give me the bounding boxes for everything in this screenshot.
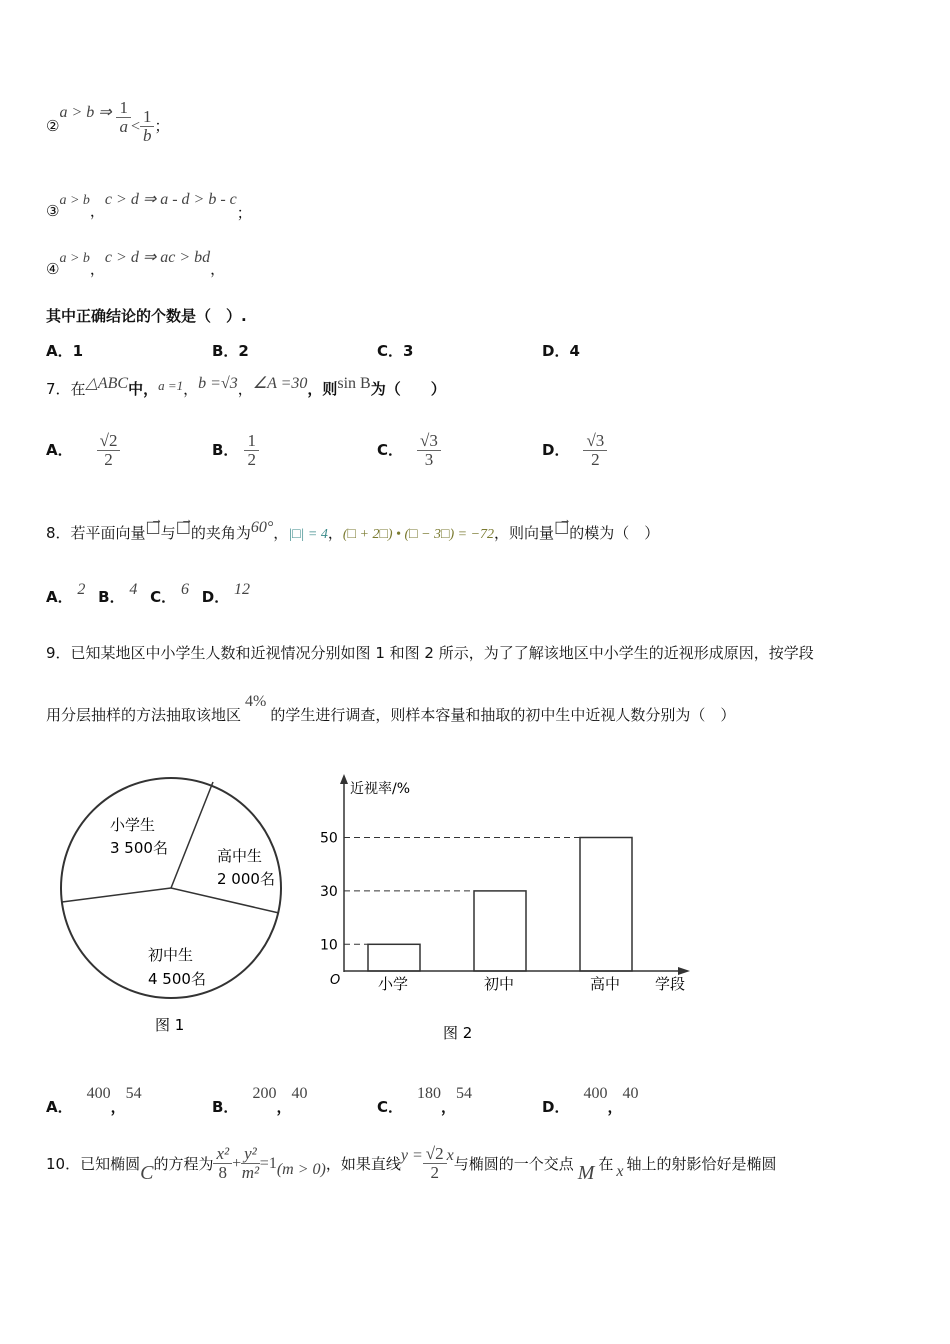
denominator: 2 xyxy=(430,1163,439,1182)
label: C． xyxy=(150,588,177,606)
option-d[interactable] xyxy=(542,432,607,469)
question-7 xyxy=(46,375,446,399)
x-tick-label: 初中 xyxy=(484,975,515,993)
formula: 4% xyxy=(245,693,267,710)
value: 4 xyxy=(129,581,138,598)
fraction xyxy=(417,432,441,469)
denominator: 2 xyxy=(104,450,113,469)
question-10 xyxy=(46,1145,777,1182)
option-a[interactable]: A．1 xyxy=(46,342,84,360)
pie-divider xyxy=(62,888,171,902)
text: 的学生进行调查，则样本容量和抽取的初中生中近视人数分别为（ ） xyxy=(270,706,736,724)
numerator: √2 xyxy=(423,1145,447,1164)
text: 8．若平面向量 xyxy=(46,524,146,542)
option-d[interactable] xyxy=(201,581,250,606)
text: 的夹角为 xyxy=(190,524,251,542)
text: ，如果直线 xyxy=(325,1155,401,1173)
formula: y = xyxy=(400,1146,423,1164)
less-than: < xyxy=(130,118,140,135)
option-d[interactable]: D．4 xyxy=(542,342,580,360)
fraction xyxy=(244,432,259,469)
text: 与椭圆的一个交点 xyxy=(453,1155,574,1173)
denominator: 8 xyxy=(218,1163,228,1182)
statement-4 xyxy=(46,246,226,278)
fraction xyxy=(583,432,607,469)
formula: (m > 0) xyxy=(276,1160,326,1178)
numerator: x² xyxy=(213,1145,232,1164)
numerator: 1 xyxy=(244,432,259,451)
pie-divider xyxy=(171,888,279,913)
text: ， xyxy=(273,524,289,542)
punct: ； xyxy=(236,204,252,222)
fraction xyxy=(423,1145,447,1182)
statement-2 xyxy=(46,98,170,145)
denominator: a xyxy=(119,117,128,136)
fraction xyxy=(241,1145,260,1182)
fraction xyxy=(213,1145,232,1182)
value: 200 xyxy=(252,1085,277,1102)
y-tick-label: 30 xyxy=(320,883,338,900)
figure-caption: 图 1 xyxy=(155,1016,185,1034)
question-9-line1: 9．已知某地区中小学生人数和近视情况分别如图 1 和图 2 所示，为了了解该地区中小学生的近视形成原因，按学段 xyxy=(46,644,814,662)
label: A． xyxy=(46,1098,73,1116)
formula: a > b xyxy=(59,251,90,266)
label: D． xyxy=(201,588,230,606)
figure-caption: 图 2 xyxy=(443,1024,473,1042)
label: C． xyxy=(377,441,404,459)
numerator: y² xyxy=(241,1145,260,1164)
option-a[interactable]: A．400，54 xyxy=(46,1085,142,1116)
x-tick-label: 小学 xyxy=(378,975,409,993)
value: 400 xyxy=(583,1085,608,1102)
formula: C xyxy=(140,1162,154,1184)
value: 12 xyxy=(233,581,250,598)
text: 为（ ） xyxy=(370,380,446,398)
q8-options xyxy=(46,581,250,607)
formula: a =1 xyxy=(158,378,184,393)
label: B． xyxy=(98,588,125,606)
text: 用分层抽样的方法抽取该地区 xyxy=(46,706,242,724)
slice-value: 4 500名 xyxy=(148,970,206,988)
text: 在 xyxy=(598,1155,614,1173)
value: 40 xyxy=(622,1085,639,1102)
formula: (□ + 2□) • (□ − 3□) = −72 xyxy=(342,527,495,542)
y-tick-label: 50 xyxy=(320,830,338,847)
formula: △ABC xyxy=(85,375,129,392)
statement-3 xyxy=(46,188,252,222)
numerator: √2 xyxy=(97,432,121,451)
option-c[interactable]: C．180，54 xyxy=(377,1085,473,1116)
option-b[interactable] xyxy=(212,432,259,469)
denominator: b xyxy=(142,126,152,145)
punct: ， xyxy=(210,260,226,278)
pie-divider xyxy=(171,782,213,888)
numerator: 1 xyxy=(140,108,155,127)
option-c[interactable] xyxy=(377,432,441,469)
fraction xyxy=(97,432,121,469)
numerator: √3 xyxy=(583,432,607,451)
text: 中， xyxy=(128,380,159,398)
value: 2 xyxy=(77,581,86,598)
fraction xyxy=(140,108,155,145)
value: 180 xyxy=(417,1085,442,1102)
label: A． xyxy=(46,441,73,459)
numerator: √3 xyxy=(417,432,441,451)
text: ， xyxy=(237,380,253,398)
text: 与 xyxy=(160,524,176,542)
text: ，则向量 xyxy=(494,524,555,542)
slice-value: 3 500名 xyxy=(110,839,168,857)
slice-label: 初中生 xyxy=(148,946,194,964)
formula: a > b ⇒ xyxy=(59,104,112,121)
label: A． xyxy=(46,588,73,606)
text: 7．在 xyxy=(46,380,86,398)
origin-label: O xyxy=(330,973,341,988)
label: D． xyxy=(542,441,570,459)
option-b[interactable] xyxy=(98,581,138,606)
formula: x xyxy=(446,1146,454,1164)
value: 400 xyxy=(86,1085,111,1102)
punct: ， xyxy=(89,260,105,278)
bar xyxy=(580,838,632,972)
option-a[interactable] xyxy=(46,581,86,606)
denominator: 2 xyxy=(247,450,256,469)
item-number: ② xyxy=(46,117,60,135)
punct: ； xyxy=(154,117,170,135)
formula: c > d ⇒ ac > bd xyxy=(104,249,211,266)
formula: sin B xyxy=(337,375,371,392)
option-d[interactable]: D．400，40 xyxy=(542,1085,639,1116)
figures xyxy=(0,760,720,1060)
item-number: ③ xyxy=(46,202,60,220)
label: B． xyxy=(212,1098,239,1116)
formula: 60° xyxy=(250,519,274,536)
formula: ∠A =30 xyxy=(252,375,308,392)
y-axis-arrow xyxy=(340,774,348,784)
value: 40 xyxy=(291,1085,308,1102)
bar xyxy=(474,891,526,971)
bar xyxy=(368,944,420,971)
numerator: 1 xyxy=(116,99,131,118)
value: 6 xyxy=(180,581,189,598)
item-number: ④ xyxy=(46,260,60,278)
question-prompt: 其中正确结论的个数是（ ）. xyxy=(46,307,247,325)
vector-b: □⃗ xyxy=(175,519,191,536)
label: D． xyxy=(542,1098,570,1116)
option-c[interactable]: C．3 xyxy=(377,342,414,360)
text: 10．已知椭圆 xyxy=(46,1155,141,1173)
denominator: 2 xyxy=(591,450,600,469)
formula: |□| = 4 xyxy=(288,527,328,542)
text: ， xyxy=(327,524,343,542)
text: 的方程为 xyxy=(153,1155,214,1173)
fraction xyxy=(116,99,131,136)
label: C． xyxy=(377,1098,404,1116)
formula: a > b xyxy=(59,193,90,208)
y-axis-label: 近视率/% xyxy=(350,781,411,797)
bar-chart xyxy=(320,774,690,1042)
formula: =1 xyxy=(259,1154,277,1172)
slice-label: 小学生 xyxy=(110,816,156,834)
x-axis-label: 学段 xyxy=(655,975,686,993)
question-8 xyxy=(46,519,660,543)
vector-a: □⃗ xyxy=(145,519,161,536)
y-tick-label: 10 xyxy=(320,937,338,954)
formula: c > d ⇒ a - d > b - c xyxy=(104,191,237,208)
slice-label: 高中生 xyxy=(217,847,263,865)
punct: ， xyxy=(89,202,105,220)
value: 54 xyxy=(456,1085,473,1102)
x-axis-arrow xyxy=(678,967,690,975)
formula: x xyxy=(616,1162,624,1180)
text: 轴上的射影恰好是椭圆 xyxy=(626,1155,777,1173)
option-b[interactable]: B．200，40 xyxy=(212,1085,308,1116)
formula: M xyxy=(577,1162,595,1184)
option-c[interactable] xyxy=(150,581,189,606)
slice-value: 2 000名 xyxy=(217,870,275,888)
vector-b: □⃗ xyxy=(554,519,570,536)
formula: b =√3 xyxy=(198,375,238,392)
denominator: m² xyxy=(241,1163,260,1182)
plus: + xyxy=(232,1154,242,1172)
option-b[interactable]: B．2 xyxy=(212,342,249,360)
label: B． xyxy=(212,441,239,459)
option-a[interactable] xyxy=(46,432,120,469)
pie-chart xyxy=(61,778,281,1034)
text: 的模为（ ） xyxy=(569,524,660,542)
denominator: 3 xyxy=(424,450,434,469)
text: ，则 xyxy=(307,380,338,398)
value: 54 xyxy=(125,1085,142,1102)
x-tick-label: 高中 xyxy=(590,975,621,993)
text: ， xyxy=(183,380,199,398)
question-9-line2 xyxy=(46,693,736,725)
